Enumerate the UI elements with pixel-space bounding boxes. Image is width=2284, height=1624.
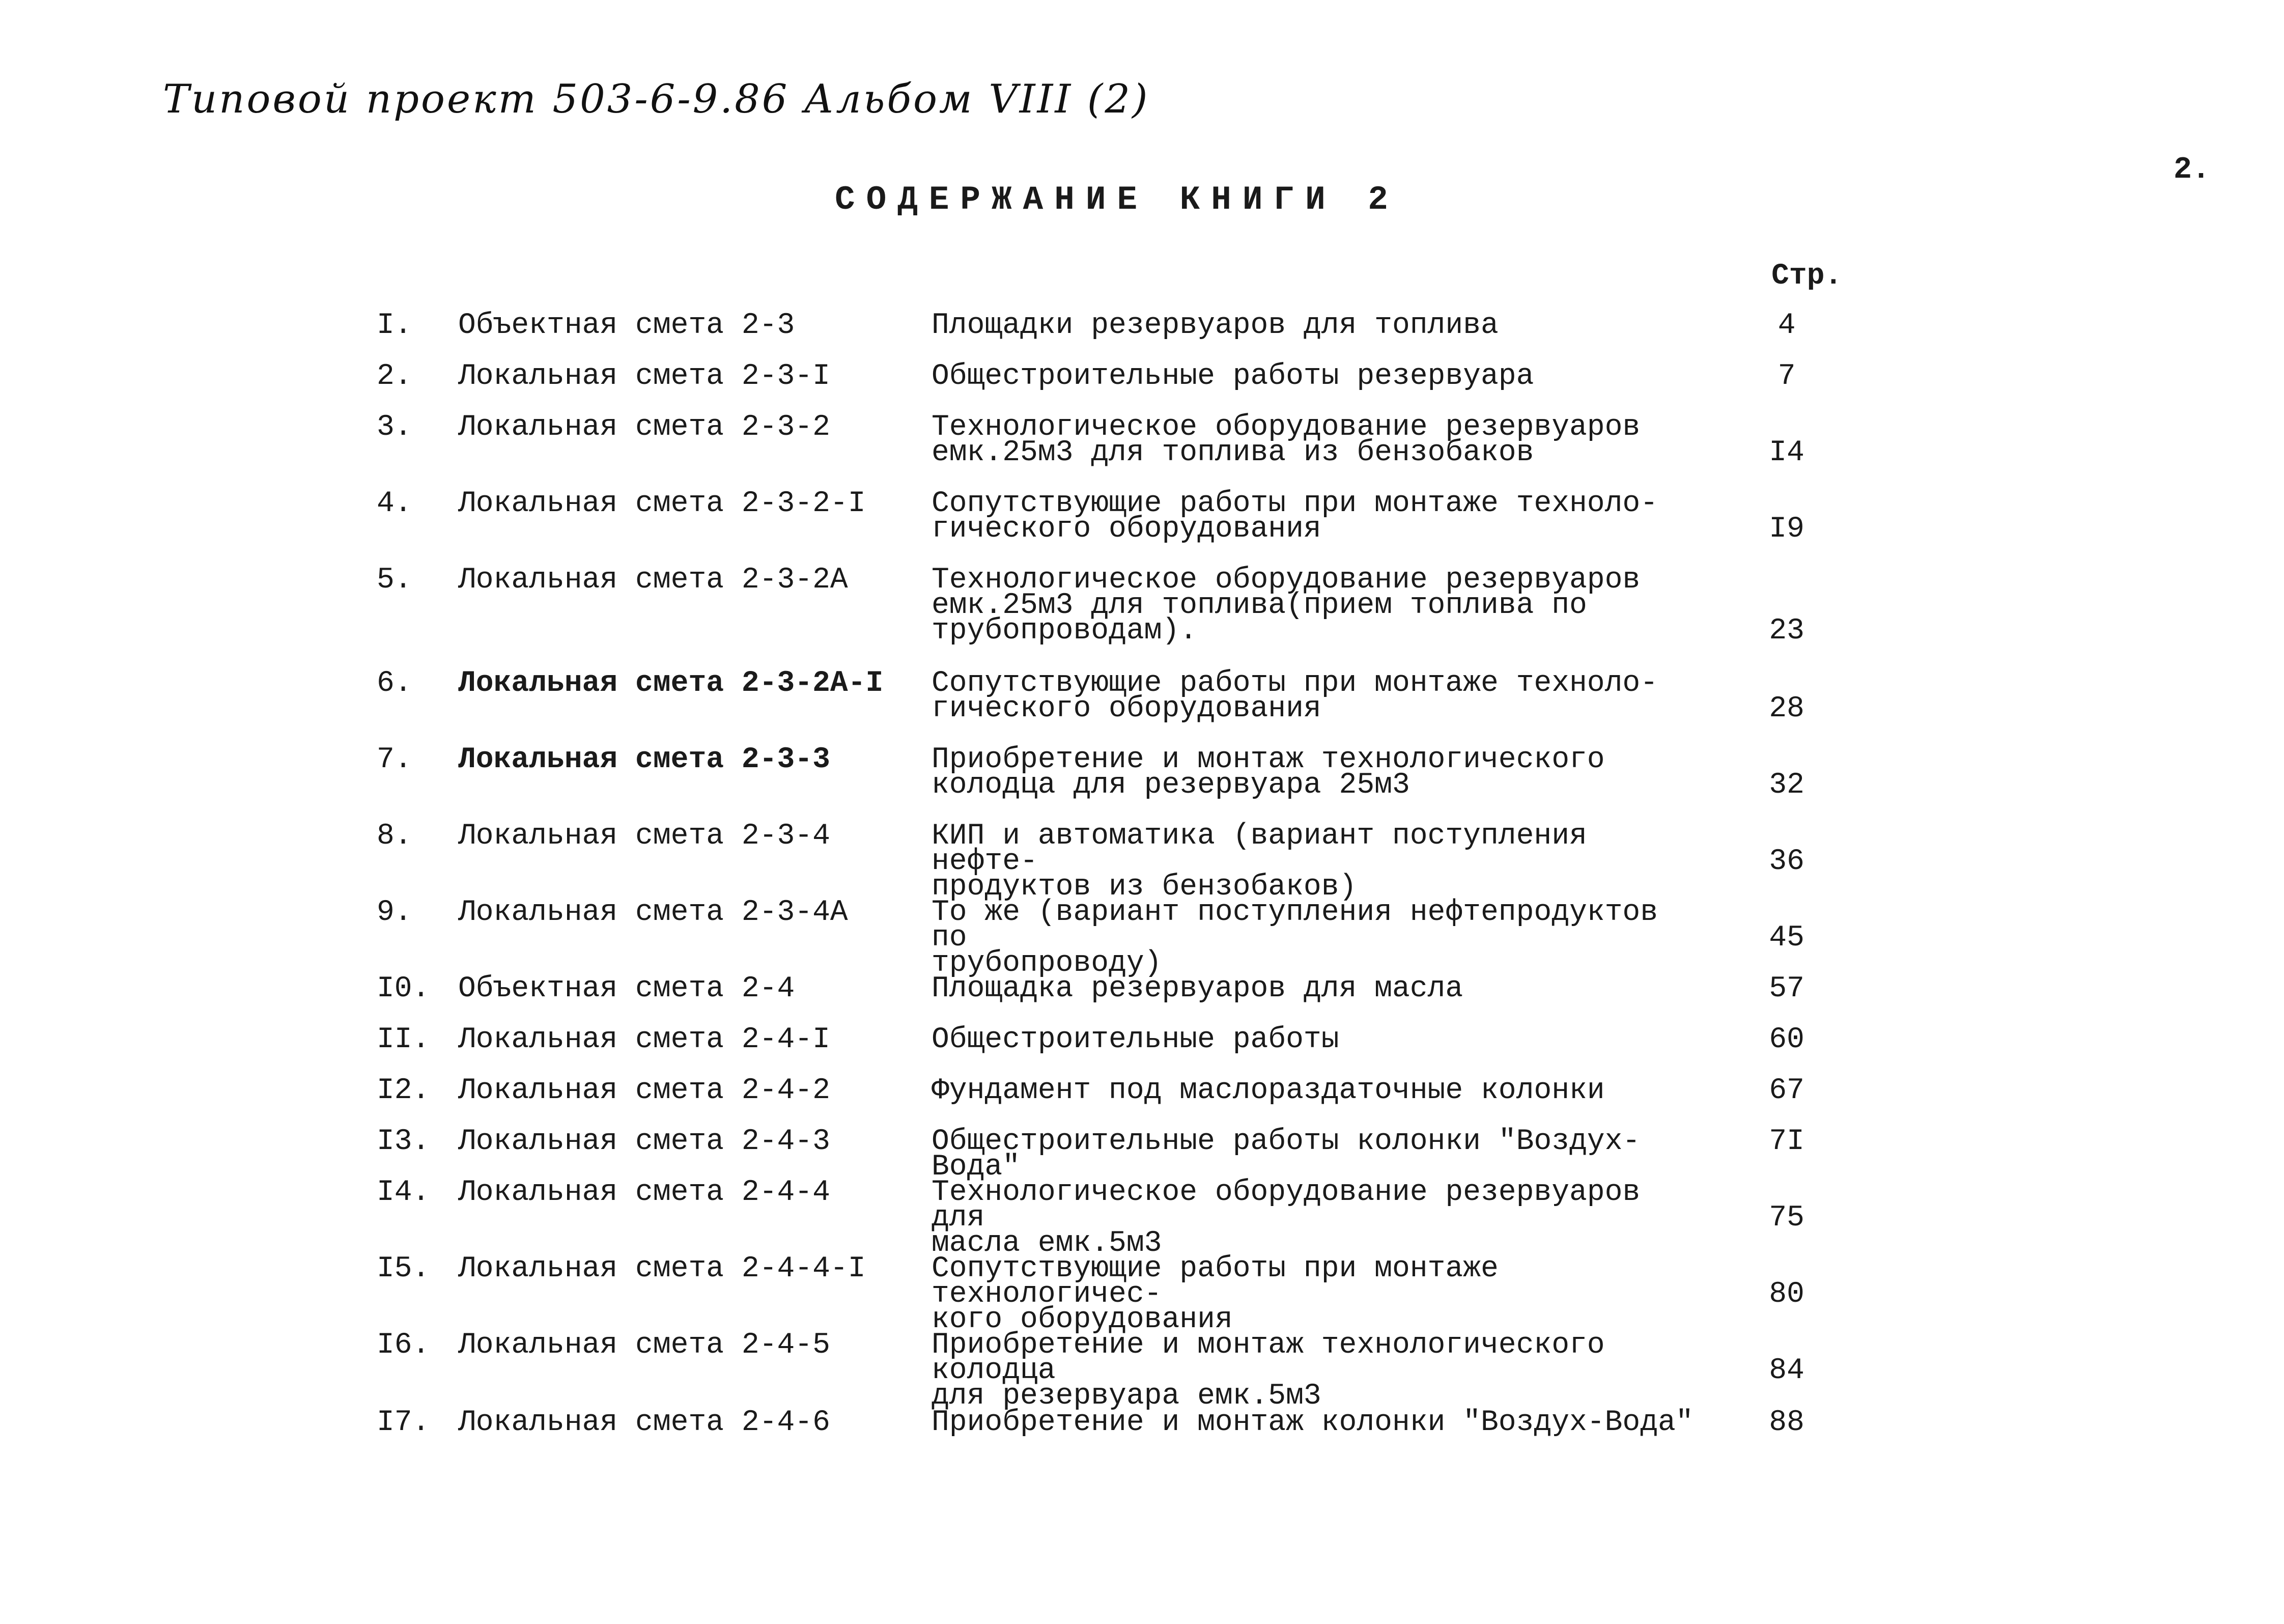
toc-row-page: 60 bbox=[1769, 1023, 1804, 1056]
toc-row-description: Площадки резервуаров для топлива bbox=[932, 309, 1499, 342]
toc-row-description: Общестроительные работы резервуара bbox=[932, 360, 1534, 393]
toc-row-description: Фундамент под маслораздаточные колонки bbox=[932, 1074, 1605, 1107]
toc-row-description: Сопутствующие работы при монтаже техноло- гического оборудования bbox=[932, 667, 1658, 725]
toc-row-description: То же (вариант поступления нефтепродуктов по трубопроводу) bbox=[932, 896, 1658, 980]
toc-row-number: 6. bbox=[377, 667, 412, 700]
toc-row-estimate: Локальная смета 2-3-2 bbox=[458, 411, 830, 444]
toc-row-description: Приобретение и монтаж колонки "Воздух-Вода" bbox=[932, 1406, 1694, 1439]
toc-row-estimate: Локальная смета 2-3-2А-I bbox=[458, 667, 884, 700]
toc-row-page: 88 bbox=[1769, 1406, 1804, 1439]
toc-row-number: I7. bbox=[377, 1406, 430, 1439]
toc-row-page: 67 bbox=[1769, 1074, 1804, 1107]
toc-row-page: 28 bbox=[1769, 692, 1804, 725]
toc-row-description: Технологическое оборудование резервуаров для масла емк.5м3 bbox=[932, 1176, 1641, 1260]
toc-row-number: II. bbox=[377, 1023, 430, 1056]
page-number: 2. bbox=[2174, 153, 2211, 187]
toc-row-estimate: Локальная смета 2-4-6 bbox=[458, 1406, 830, 1439]
toc-row-page: 4 bbox=[1778, 309, 1796, 342]
toc-row-page: 45 bbox=[1769, 921, 1804, 955]
toc-row-description: Технологическое оборудование резервуаров емк.25м3 для топлива(прием топлива по трубопроводам). bbox=[932, 564, 1641, 648]
toc-row-estimate: Локальная смета 2-3-2-I bbox=[458, 487, 866, 520]
toc-row-number: I6. bbox=[377, 1329, 430, 1362]
toc-row-description: Технологическое оборудование резервуаров емк.25м3 для топлива из бензобаков bbox=[932, 411, 1641, 469]
toc-row-page: 7I bbox=[1769, 1125, 1804, 1158]
toc-row-number: 4. bbox=[377, 487, 412, 520]
toc-row-number: I0. bbox=[377, 972, 430, 1005]
toc-row-page: 32 bbox=[1769, 769, 1804, 802]
toc-row-number: 7. bbox=[377, 743, 412, 776]
toc-row-estimate: Локальная смета 2-3-4А bbox=[458, 896, 848, 929]
toc-row-estimate: Локальная смета 2-4-4 bbox=[458, 1176, 830, 1209]
toc-row-description: Приобретение и монтаж технологического колодца для резервуара 25м3 bbox=[932, 743, 1605, 802]
toc-row-estimate: Локальная смета 2-3-4 bbox=[458, 820, 830, 853]
toc-row-estimate: Локальная смета 2-4-3 bbox=[458, 1125, 830, 1158]
toc-row-description: Приобретение и монтаж технологического колодца для резервуара емк.5м3 bbox=[932, 1329, 1605, 1413]
toc-row-number: 8. bbox=[377, 820, 412, 853]
toc-row-description: Общестроительные работы bbox=[932, 1023, 1339, 1056]
toc-row-description: КИП и автоматика (вариант поступления нефте- продуктов из бензобаков) bbox=[932, 820, 1587, 904]
toc-row-estimate: Объектная смета 2-4 bbox=[458, 972, 795, 1005]
toc-row-number: 2. bbox=[377, 360, 412, 393]
toc-row-page: I4 bbox=[1769, 436, 1804, 469]
handwritten-project-note: Типовой проект 503-6-9.86 Альбом VIII (2) bbox=[163, 76, 1150, 122]
toc-row-number: I3. bbox=[377, 1125, 430, 1158]
toc-row-number: I4. bbox=[377, 1176, 430, 1209]
toc-row-description: Сопутствующие работы при монтаже технологичес- кого оборудования bbox=[932, 1252, 1499, 1336]
toc-row-estimate: Объектная смета 2-3 bbox=[458, 309, 795, 342]
toc-row-estimate: Локальная смета 2-4-I bbox=[458, 1023, 830, 1056]
toc-row-number: 9. bbox=[377, 896, 412, 929]
toc-row-page: 23 bbox=[1769, 614, 1804, 648]
toc-row-number: I5. bbox=[377, 1252, 430, 1285]
toc-row-description: Площадка резервуаров для масла bbox=[932, 972, 1463, 1005]
toc-row-number: 3. bbox=[377, 411, 412, 444]
toc-row-estimate: Локальная смета 2-3-I bbox=[458, 360, 830, 393]
toc-row-estimate: Локальная смета 2-4-5 bbox=[458, 1329, 830, 1362]
page-title: СОДЕРЖАНИЕ КНИГИ 2 bbox=[835, 181, 1399, 219]
toc-row-page: 7 bbox=[1778, 360, 1796, 393]
toc-row-description: Общестроительные работы колонки "Воздух-Вода" bbox=[932, 1125, 1641, 1184]
toc-row-estimate: Локальная смета 2-3-3 bbox=[458, 743, 830, 776]
toc-row-number: 5. bbox=[377, 564, 412, 597]
toc-row-number: I. bbox=[377, 309, 412, 342]
toc-row-estimate: Локальная смета 2-4-2 bbox=[458, 1074, 830, 1107]
toc-row-page: I9 bbox=[1769, 513, 1804, 546]
toc-row-page: 84 bbox=[1769, 1354, 1804, 1387]
toc-row-page: 36 bbox=[1769, 845, 1804, 878]
page-column-header: Стр. bbox=[1771, 260, 1843, 293]
toc-row-number: I2. bbox=[377, 1074, 430, 1107]
toc-row-page: 80 bbox=[1769, 1278, 1804, 1311]
toc-row-page: 57 bbox=[1769, 972, 1804, 1005]
toc-row-page: 75 bbox=[1769, 1201, 1804, 1235]
toc-row-estimate: Локальная смета 2-3-2А bbox=[458, 564, 848, 597]
toc-row-estimate: Локальная смета 2-4-4-I bbox=[458, 1252, 866, 1285]
toc-row-description: Сопутствующие работы при монтаже техноло- гического оборудования bbox=[932, 487, 1658, 546]
